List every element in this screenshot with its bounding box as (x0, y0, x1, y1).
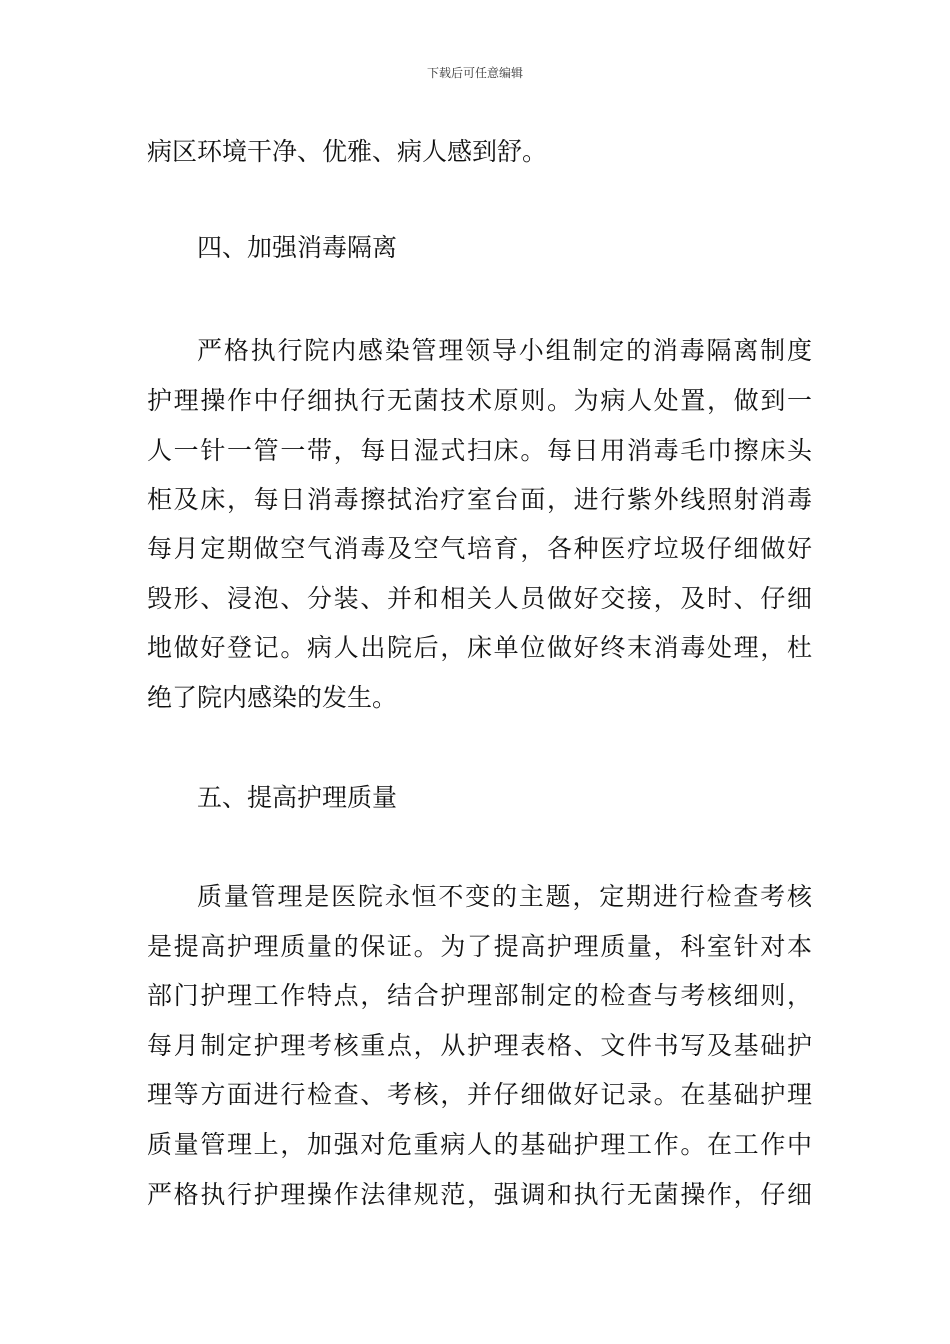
text-line: 理等方面进行检查、考核，并仔细做好记录。在基础护理 (147, 1080, 812, 1109)
section-heading: 五、提高护理质量 (197, 783, 398, 812)
text-line: 是提高护理质量的保证。为了提高护理质量，科室针对本 (147, 932, 812, 961)
text-line: 质量管理上，加强对危重病人的基础护理工作。在工作中 (147, 1130, 812, 1159)
text-line: 护理操作中仔细执行无菌技术原则。为病人处置，做到一 (147, 386, 812, 415)
text-line: 每月定期做空气消毒及空气培育，各种医疗垃圾仔细做好 (147, 534, 812, 563)
page-header: 下载后可任意编辑 (426, 66, 523, 80)
section-heading: 四、加强消毒隔离 (197, 233, 398, 262)
text-line: 柜及床，每日消毒擦拭治疗室台面，进行紫外线照射消毒 (147, 485, 812, 514)
text-line: 严格执行院内感染管理领导小组制定的消毒隔离制度 (197, 336, 812, 365)
text-line: 质量管理是医院永恒不变的主题，定期进行检查考核 (197, 882, 812, 911)
text-line: 绝了院内感染的发生。 (147, 683, 398, 712)
text-line: 地做好登记。病人出院后，床单位做好终末消毒处理，杜 (147, 633, 812, 662)
text-line: 严格执行护理操作法律规范，强调和执行无菌操作，仔细 (147, 1180, 812, 1209)
text-line: 每月制定护理考核重点，从护理表格、文件书写及基础护 (147, 1031, 812, 1060)
text-line: 人一针一管一带，每日湿式扫床。每日用消毒毛巾擦床头 (147, 436, 812, 465)
text-line: 部门护理工作特点，结合护理部制定的检查与考核细则， (147, 981, 812, 1010)
text-line: 病区环境干净、优雅、病人感到舒。 (147, 137, 548, 166)
text-line: 毁形、浸泡、分装、并和相关人员做好交接，及时、仔细 (147, 584, 812, 613)
